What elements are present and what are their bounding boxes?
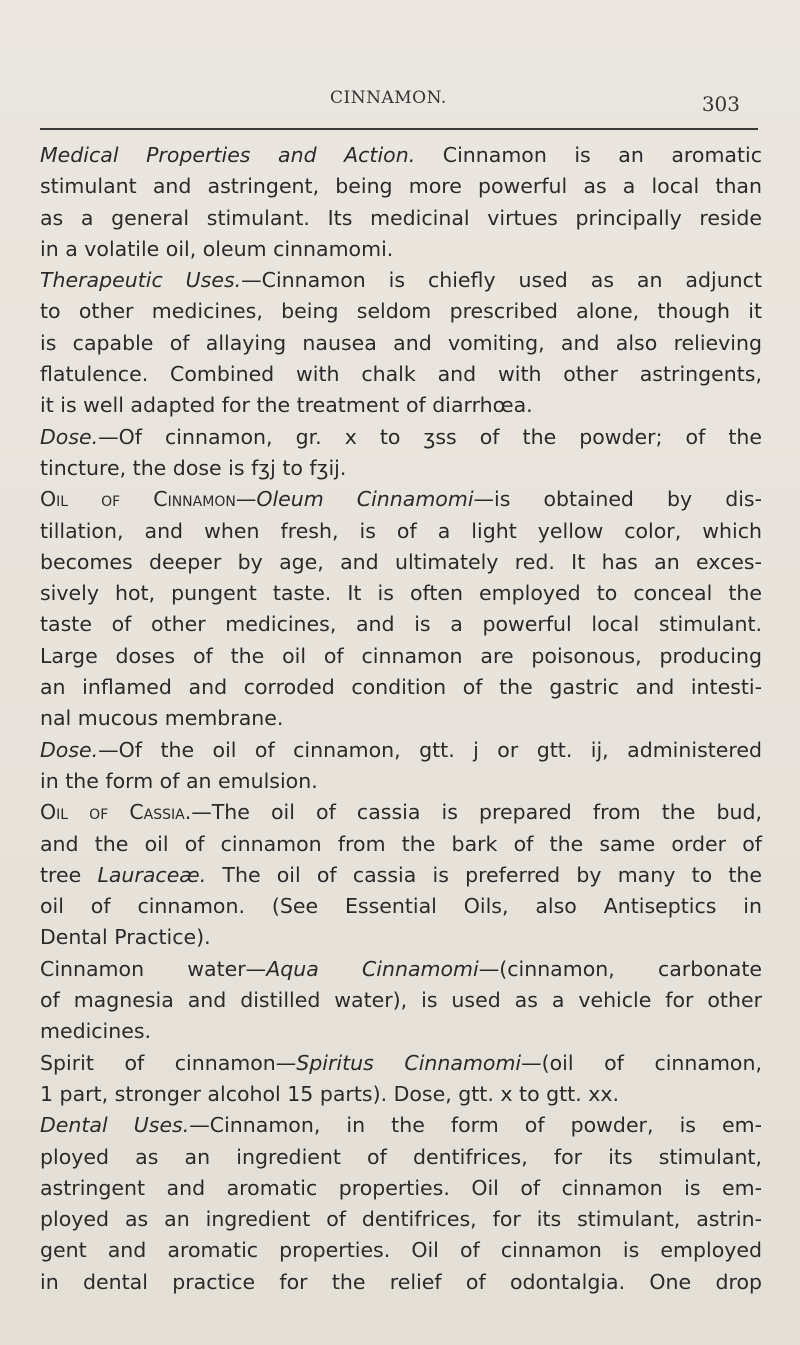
text-run: astringent and aromatic properties. Oil of cinnamon is em-: [40, 1175, 762, 1200]
text-run: in the form of an emulsion.: [40, 768, 318, 793]
text-run: ployed as an ingredient of dentifrices, for its stimulant, astrin-: [40, 1207, 762, 1232]
text-run: is capable of allaying nausea and vomiting, and also relieving: [40, 330, 762, 355]
text-run: ployed as an ingredient of dentifrices, for its stimulant,: [40, 1144, 762, 1169]
text-line: [40, 359, 762, 390]
text-run: —The oil of cassia is prepared from the bud,: [191, 800, 762, 825]
italic-run: Dental Uses.: [40, 1113, 190, 1138]
text-line: [40, 171, 762, 202]
running-title: CINNAMON.: [330, 88, 447, 108]
text-run: Dental Practice).: [40, 925, 211, 950]
text-run: of magnesia and distilled water), is used as a vehicle for other: [40, 988, 762, 1013]
text-run: 1 part, stronger alcohol 15 parts). Dose, gtt. x to gtt. xx.: [40, 1081, 620, 1106]
text-line: [40, 1110, 762, 1141]
text-run: tree: [40, 862, 98, 887]
italic-run: Oleum Cinnamomi: [256, 487, 474, 512]
text-line: [40, 422, 762, 453]
text-run: taste of other medicines, and is a powerful local stimulant.: [40, 612, 762, 637]
text-line: [40, 484, 762, 515]
text-line: [40, 390, 762, 421]
text-run: as a general stimulant. Its medicinal virtues principally reside: [40, 205, 762, 230]
text-run: and the oil of cinnamon from the bark of the same order of: [40, 831, 762, 856]
text-run: becomes deeper by age, and ultimately red. It has an exces-: [40, 549, 762, 574]
small-caps-run: Oil of Cassia.: [40, 800, 192, 825]
italic-run: Aqua Cinnamomi: [266, 956, 479, 981]
text-line: [40, 1079, 762, 1110]
page-number: 303: [701, 92, 740, 116]
text-run: —Cinnamon, in the form of powder, is em-: [189, 1113, 763, 1138]
header-rule: [40, 128, 758, 130]
text-line: [40, 672, 762, 703]
text-run: in dental practice for the relief of odontalgia. One drop: [40, 1269, 762, 1294]
text-run: tincture, the dose is fʒj to fʒij.: [40, 455, 347, 480]
text-run: an inflamed and corroded condition of the gastric and intesti-: [40, 675, 762, 700]
text-run: in a volatile oil, oleum cinnamomi.: [40, 236, 394, 261]
body-text: [40, 140, 762, 1298]
text-line: [40, 860, 762, 891]
text-run: —: [235, 487, 257, 512]
text-line: [40, 954, 762, 985]
text-line: [40, 1048, 762, 1079]
text-line: [40, 1016, 762, 1047]
text-line: [40, 703, 762, 734]
text-run: Large doses of the oil of cinnamon are poisonous, producing: [40, 643, 762, 668]
text-line: [40, 328, 762, 359]
text-run: sively hot, pungent taste. It is often employed to conceal the: [40, 581, 762, 606]
italic-run: Lauraceæ.: [97, 862, 207, 887]
text-run: Cinnamon water—: [40, 956, 267, 981]
text-line: [40, 296, 762, 327]
text-line: [40, 1267, 762, 1298]
text-run: The oil of cassia is preferred by many to the: [206, 862, 762, 887]
text-run: tillation, and when fresh, is of a light yellow color, which: [40, 518, 762, 543]
text-run: oil of cinnamon. (See Essential Oils, also Antiseptics in: [40, 894, 762, 919]
text-line: [40, 735, 762, 766]
text-line: [40, 203, 762, 234]
text-line: [40, 1142, 762, 1173]
text-line: [40, 547, 762, 578]
text-run: stimulant and astringent, being more powerful as a local than: [40, 174, 762, 199]
text-line: [40, 766, 762, 797]
text-line: [40, 891, 762, 922]
text-run: Spirit of cinnamon—: [40, 1050, 297, 1075]
text-line: [40, 797, 762, 828]
text-run: —Of cinnamon, gr. x to ʒss of the powder; of the: [98, 424, 762, 449]
text-line: [40, 1204, 762, 1235]
text-line: [40, 516, 762, 547]
text-run: flatulence. Combined with chalk and with other astringents,: [40, 362, 762, 387]
italic-run: Dose.: [40, 737, 99, 762]
text-run: —Cinnamon is chiefly used as an adjunct: [241, 268, 762, 293]
text-run: gent and aromatic properties. Oil of cinnamon is employed: [40, 1238, 762, 1263]
text-line: [40, 453, 762, 484]
italic-run: Therapeutic Uses.: [40, 268, 242, 293]
text-line: [40, 922, 762, 953]
text-line: [40, 578, 762, 609]
text-run: —is obtained by dis-: [473, 487, 763, 512]
text-run: Cinnamon is an aromatic: [415, 143, 762, 167]
text-run: —Of the oil of cinnamon, gtt. j or gtt. ij, administered: [98, 737, 762, 762]
text-run: it is well adapted for the treatment of diarrhœa.: [40, 393, 533, 418]
text-line: [40, 1173, 762, 1204]
text-line: [40, 1235, 762, 1266]
text-line: [40, 829, 762, 860]
page-header: [330, 88, 740, 122]
text-line: [40, 641, 762, 672]
text-run: nal mucous membrane.: [40, 706, 284, 731]
italic-run: Dose.: [40, 424, 99, 449]
text-run: to other medicines, being seldom prescribed alone, though it: [40, 299, 762, 324]
text-line: [40, 985, 762, 1016]
italic-run: Medical Properties and Action.: [40, 143, 416, 167]
text-run: medicines.: [40, 1019, 152, 1044]
text-line: [40, 140, 762, 171]
text-run: —(oil of cinnamon,: [521, 1050, 762, 1075]
small-caps-run: Oil of Cinnamon: [40, 487, 236, 512]
italic-run: Spiritus Cinnamomi: [296, 1050, 522, 1075]
text-run: —(cinnamon, carbonate: [478, 956, 762, 981]
text-line: [40, 234, 762, 265]
text-line: [40, 265, 762, 296]
text-line: [40, 609, 762, 640]
